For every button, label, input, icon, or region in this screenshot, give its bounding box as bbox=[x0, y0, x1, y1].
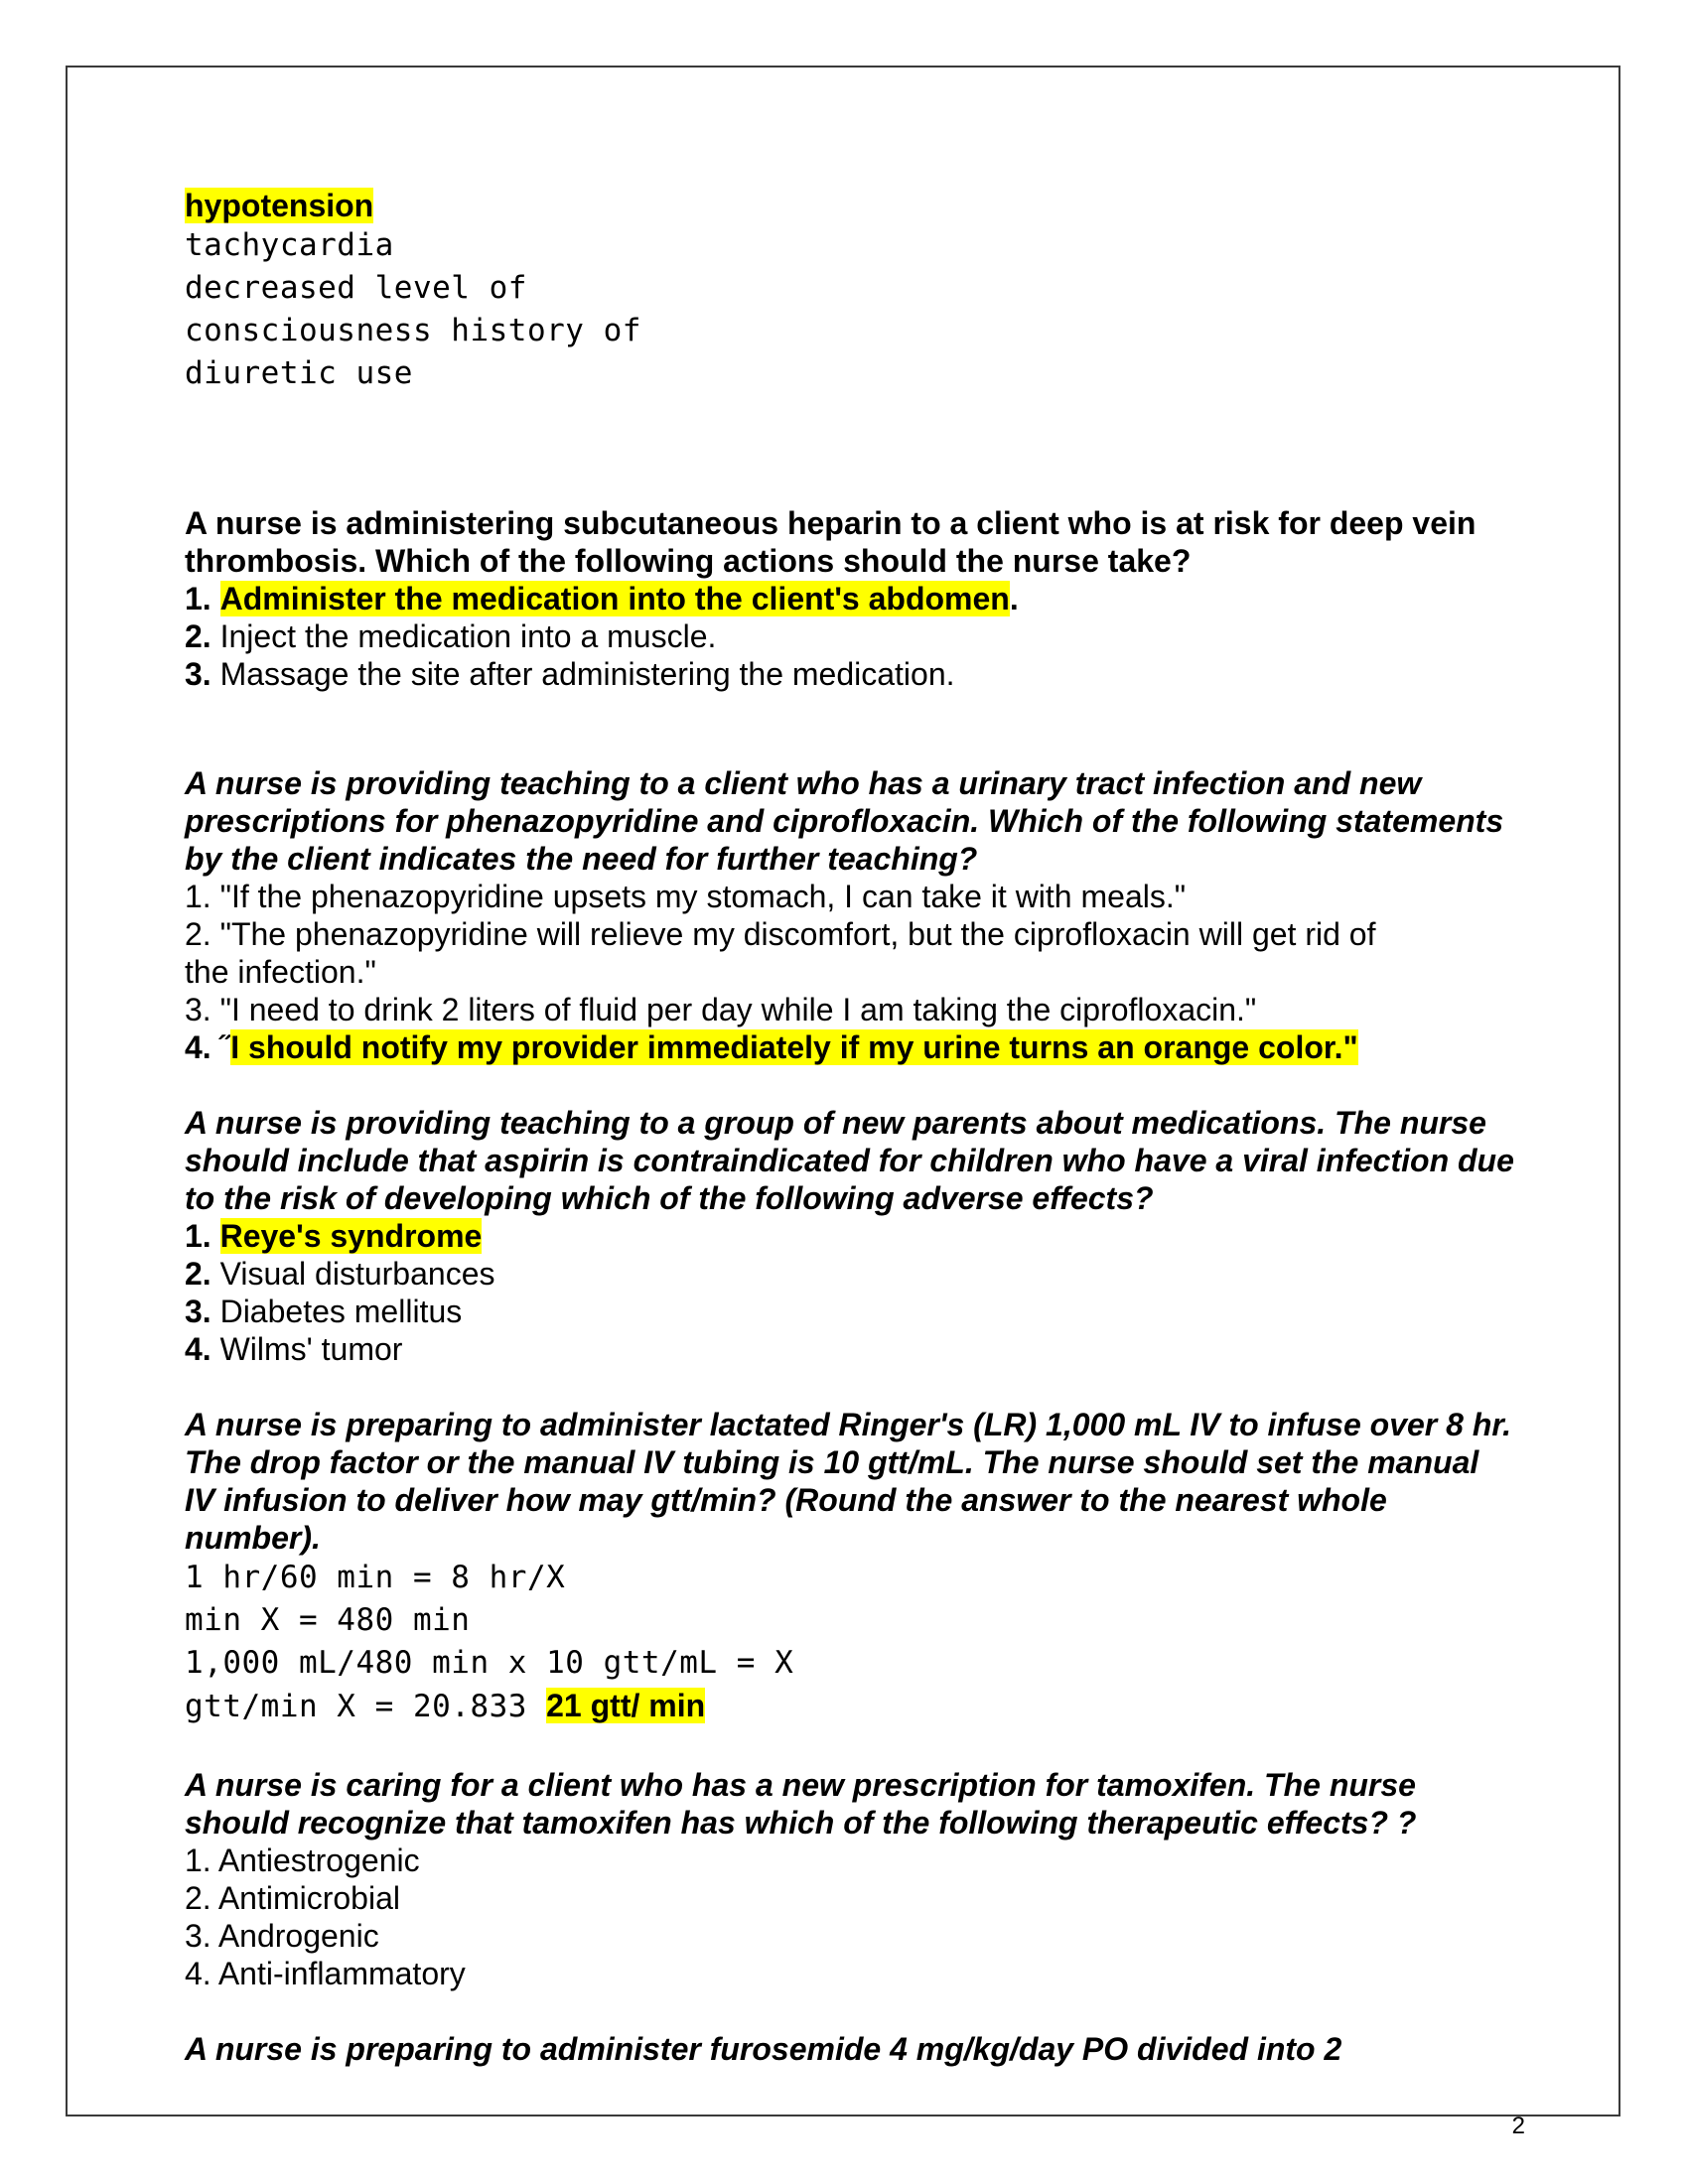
calculation-line: gtt/min X = 20.833 21 gtt/ min bbox=[185, 1688, 706, 1724]
calculation-line: 1,000 mL/480 min x 10 gtt/mL = X bbox=[185, 1645, 794, 1681]
page-number: 2 bbox=[1511, 2113, 1525, 2139]
answer-option: 4. ˝I should notify my provider immediately if my urine turns an orange color." bbox=[185, 1029, 1358, 1065]
answer-option: 2. Inject the medication into a muscle. bbox=[185, 618, 717, 654]
list-heading: hypotension bbox=[185, 188, 374, 223]
list-item: tachycardia bbox=[185, 227, 394, 263]
answer-option: 1. "If the phenazopyridine upsets my stomach, I can take it with meals." bbox=[185, 879, 1187, 914]
question-tamoxifen bbox=[185, 1766, 1515, 1992]
question-text: A nurse is preparing to administer lactated Ringer's (LR) 1,000 mL IV to infuse over 8 hr. The drop factor or the manual IV tubing is 10 gtt/mL. The nurse should set the manual IV infusion to deliver how may gtt/min? (Round the answer to the nearest whole number). bbox=[185, 1407, 1511, 1556]
document-body bbox=[185, 187, 1515, 2068]
list-item: diuretic use bbox=[185, 355, 413, 391]
answer-option: 2. Visual disturbances bbox=[185, 1256, 495, 1292]
question-heparin bbox=[185, 504, 1515, 693]
question-furosemide bbox=[185, 2030, 1515, 2068]
calculation-line: min X = 480 min bbox=[185, 1602, 471, 1638]
question-iv-rate bbox=[185, 1406, 1515, 1728]
calculation-answer: 21 gtt/ min bbox=[546, 1688, 706, 1723]
answer-option: 1. Antiestrogenic bbox=[185, 1843, 420, 1878]
list-item: decreased level of bbox=[185, 270, 527, 306]
answer-option: 2. Antimicrobial bbox=[185, 1880, 400, 1916]
answer-option: 1. Administer the medication into the client's abdomen. bbox=[185, 581, 1019, 616]
question-uti bbox=[185, 764, 1515, 1066]
answer-option: 4. Anti-inflammatory bbox=[185, 1956, 466, 1991]
answer-option: 3. Massage the site after administering the medication. bbox=[185, 656, 955, 692]
question-text: A nurse is caring for a client who has a new prescription for tamoxifen. The nurse should recognize that tamoxifen has which of the following therapeutic effects? ? bbox=[185, 1767, 1417, 1841]
list-item: consciousness history of bbox=[185, 313, 641, 348]
question-aspirin bbox=[185, 1104, 1515, 1368]
question-text: A nurse is providing teaching to a group of new parents about medications. The nurse should include that aspirin is contraindicated for children who have a viral infection due to the risk of developing which of the following adverse effects? bbox=[185, 1105, 1514, 1216]
answer-option: 3. Androgenic bbox=[185, 1918, 379, 1954]
answer-option: 3. Diabetes mellitus bbox=[185, 1294, 463, 1329]
question-text: A nurse is preparing to administer furosemide 4 mg/kg/day PO divided into 2 bbox=[185, 2031, 1342, 2067]
answer-option: the infection." bbox=[185, 954, 376, 990]
answer-option: 3. "I need to drink 2 liters of fluid per day while I am taking the ciprofloxacin." bbox=[185, 992, 1257, 1027]
top-list bbox=[185, 187, 1515, 395]
calculation-line: 1 hr/60 min = 8 hr/X bbox=[185, 1560, 566, 1595]
question-text: A nurse is providing teaching to a client who has a urinary tract infection and new prescriptions for phenazopyridine and ciprofloxacin. Which of the following statements by the client indicates the need for further teaching? bbox=[185, 765, 1504, 877]
question-text: A nurse is administering subcutaneous heparin to a client who is at risk for deep vein thrombosis. Which of the following actions should the nurse take? bbox=[185, 505, 1477, 579]
answer-option: 2. "The phenazopyridine will relieve my discomfort, but the ciprofloxacin will get rid of bbox=[185, 916, 1376, 952]
answer-option: 1. Reye's syndrome bbox=[185, 1218, 483, 1254]
answer-option: 4. Wilms' tumor bbox=[185, 1331, 403, 1367]
